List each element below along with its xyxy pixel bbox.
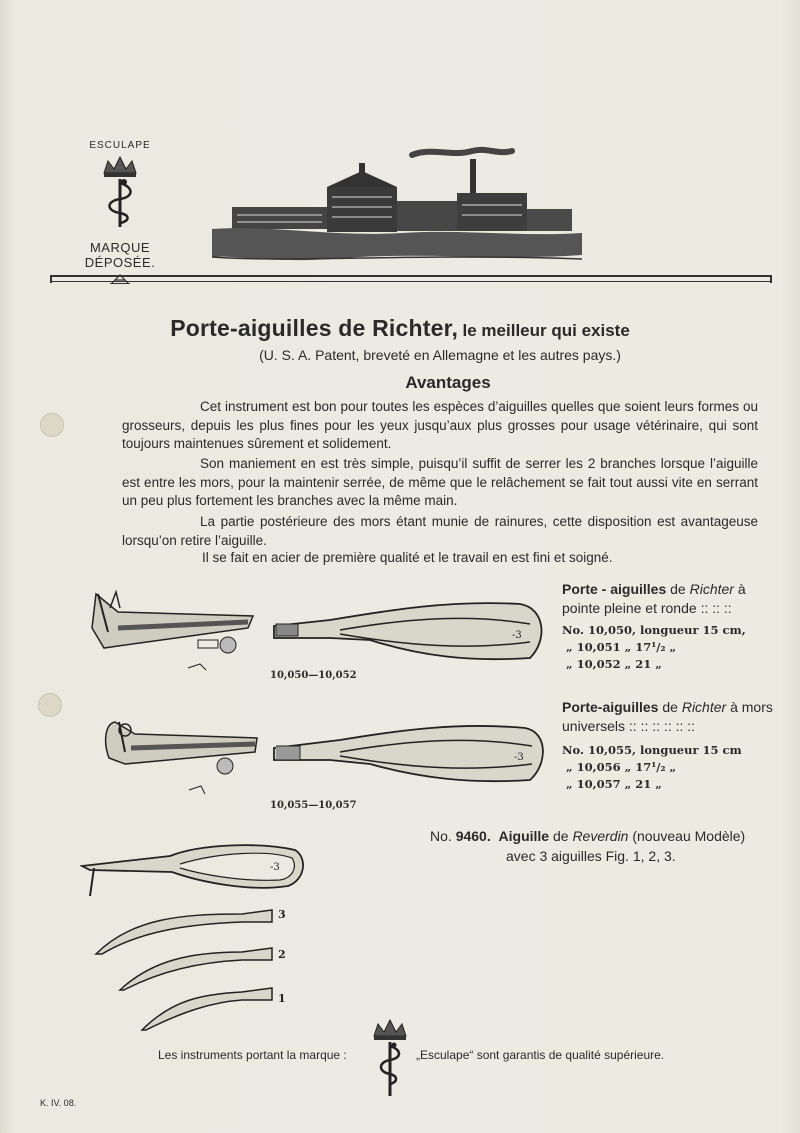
catalog-label-2: 10,055—10,057	[270, 800, 357, 811]
jaw-detail-drawing-2	[95, 712, 260, 798]
product-2-specs	[562, 742, 742, 793]
needle-number-1: 1	[278, 992, 286, 1005]
trademark-text: MARQUE DÉPOSÉE.	[84, 240, 156, 270]
product-1-description: Porte - aiguilles de Richter à pointe pleine et ronde :: :: ::	[562, 581, 746, 616]
factory-engraving	[212, 145, 582, 267]
reverdin-needle-item: No. 9460. Aiguille de Reverdin (nouveau Modèle) avec 3 aiguilles Fig. 1, 2, 3.	[430, 828, 746, 864]
needle-holder-drawing-1	[270, 596, 550, 668]
spec-line: „ 10,057 „ 21 „	[566, 777, 662, 791]
needle-number-3: 3	[278, 908, 286, 921]
catalog-reference: K. IV. 08.	[40, 1098, 77, 1108]
patent-line: (U. S. A. Patent, breveté en Allemagne et les autres pays.)	[259, 347, 621, 363]
paragraph-3: La partie postérieure des mors étant munie de rainures, cette disposition est avantageuse lorsqu’on retire l’aiguille.	[122, 514, 758, 548]
spec-line: No. 10,050, longueur 15 cm,	[562, 623, 746, 637]
reverdin-handle-drawing	[80, 838, 305, 900]
product-1-specs	[562, 622, 746, 673]
needle-number-2: 2	[278, 948, 286, 961]
header-rule	[50, 275, 772, 282]
trademark-logo	[60, 140, 180, 289]
paragraph-2: Son maniement en est très simple, puisqu’il suffit de serrer les 2 branches lorsque l’aiguille est entre les mors, pour la maintenir serrée, de même que le relâchement se fait tout aussi vite en serrant un peu plus fortement les branches avec la même main.	[122, 456, 758, 508]
punch-hole	[40, 413, 64, 437]
spec-line: „ 10,051 „ 17¹/₂ „	[566, 640, 677, 654]
rule-end-left	[50, 275, 52, 283]
spec-line: „ 10,056 „ 17¹/₂ „	[566, 760, 677, 774]
spec-line: No. 10,055, longueur 15 cm	[562, 743, 742, 757]
caduceus-footer-icon	[368, 1018, 412, 1098]
logo-name: ESCULAPE	[89, 140, 151, 151]
catalog-label-1: 10,050—10,052	[270, 670, 357, 681]
paragraph-4: Il se fait en acier de première qualité et le travail en est fini et soigné.	[202, 550, 613, 565]
caduceus-crown-icon	[90, 151, 150, 231]
footer-right-text: „Esculape“ sont garantis de qualité supérieure.	[416, 1048, 665, 1062]
title-sub: le meilleur qui existe	[462, 321, 630, 340]
svg-text:-3: -3	[514, 752, 524, 763]
product-2-description: Porte-aiguilles de Richter à mors universels :: :: :: :: :: ::	[562, 699, 773, 734]
document-title	[0, 315, 800, 342]
needle-holder-drawing-2	[270, 720, 550, 790]
punch-hole	[38, 693, 62, 717]
paragraph-1: Cet instrument est bon pour toutes les espèces d’aiguilles quelles que soient leurs formes ou grosseurs, depuis les plus fines pour les yeux jusqu’aux plus grosses pour usage vétérinaire, qui sont toujours maintenues sûrement et solidement.	[122, 399, 758, 451]
svg-text:-3: -3	[512, 630, 522, 641]
spec-line: „ 10,052 „ 21 „	[566, 657, 662, 671]
jaw-detail-drawing	[88, 588, 258, 678]
footer-left-text: Les instruments portant la marque :	[158, 1048, 347, 1062]
advantages-heading: Avantages	[405, 373, 491, 392]
svg-text:-3: -3	[270, 862, 280, 873]
title-main: Porte-aiguilles de Richter,	[170, 315, 459, 341]
reverdin-needles-drawing	[92, 900, 292, 1040]
rule-end-right	[770, 275, 772, 283]
